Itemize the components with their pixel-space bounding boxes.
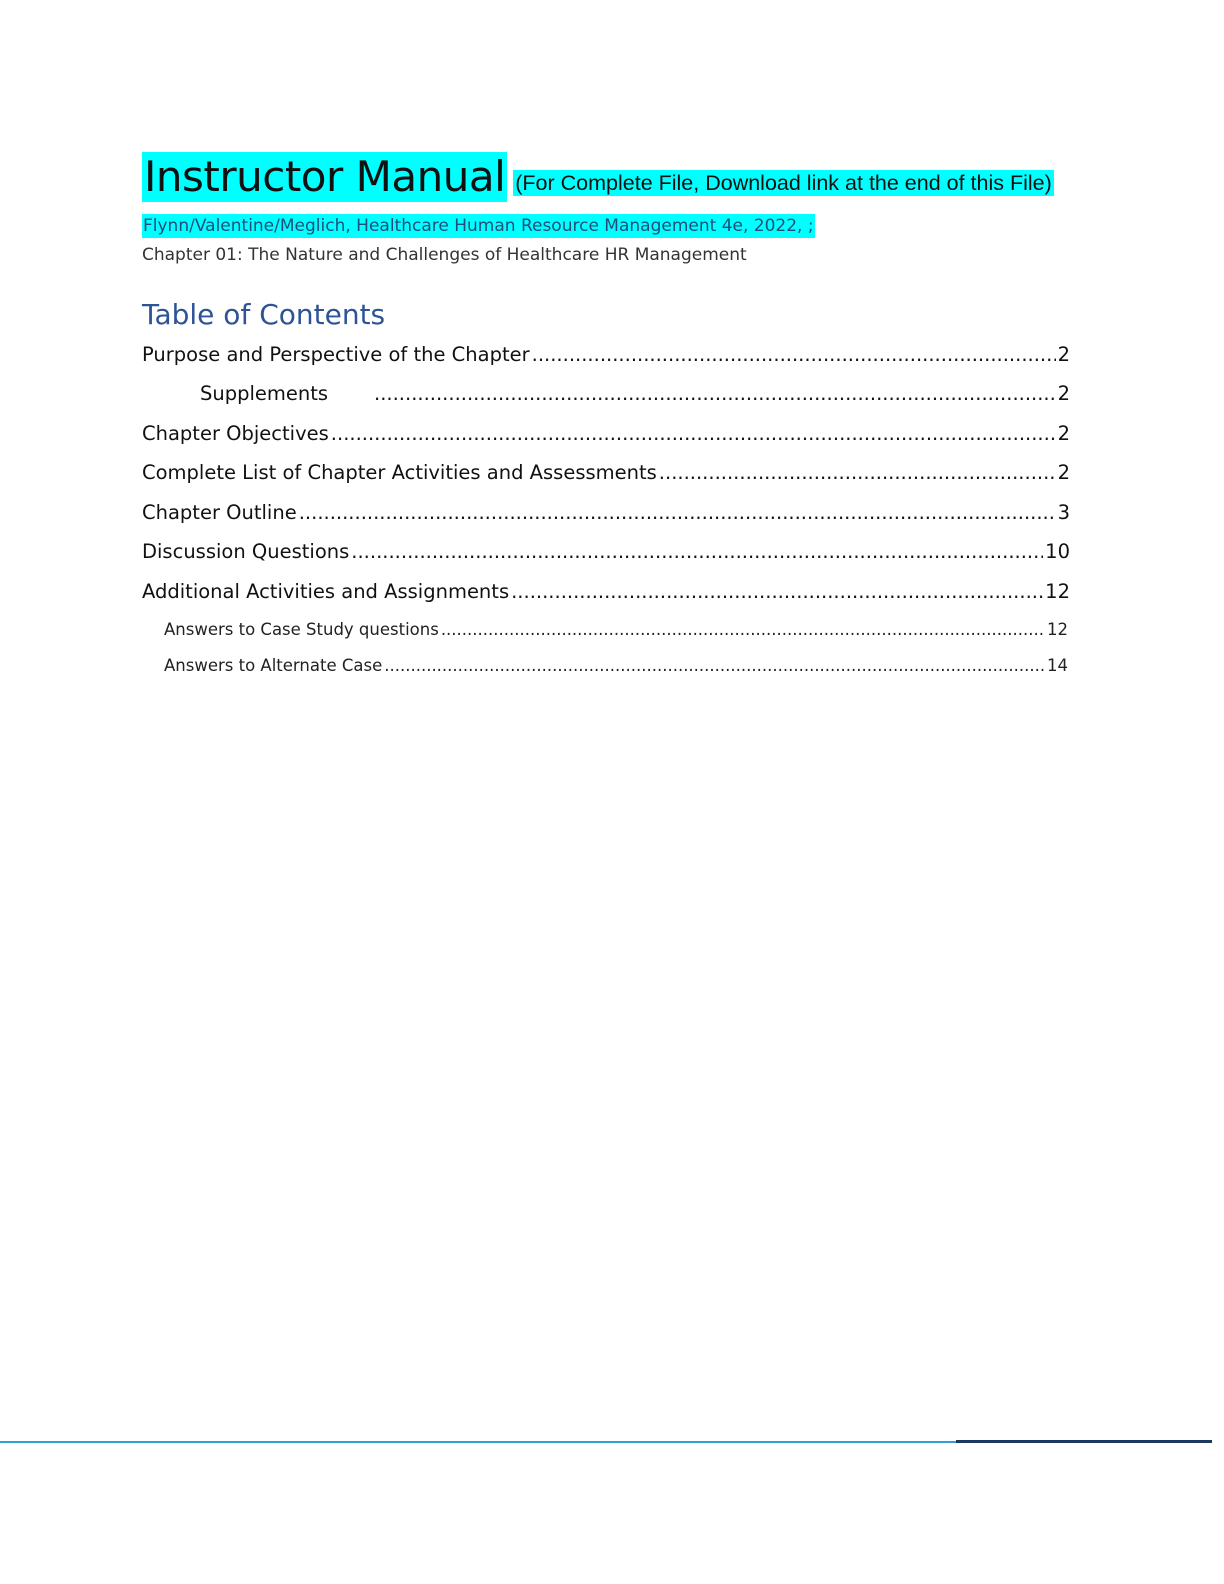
toc-dot-leader bbox=[384, 654, 1045, 678]
toc-dot-leader bbox=[441, 618, 1045, 642]
toc-entry-label: Chapter Outline bbox=[142, 501, 297, 524]
download-note: (For Complete File, Download link at the end of this File) bbox=[515, 171, 1052, 195]
toc-page-number: 12 bbox=[1047, 620, 1068, 639]
toc-dot-leader bbox=[299, 499, 1056, 527]
toc-page-number: 2 bbox=[1057, 343, 1070, 366]
toc-dot-leader bbox=[659, 459, 1056, 487]
book-citation: Flynn/Valentine/Meglich, Healthcare Human Resource Management 4e, 2022, ; bbox=[143, 216, 814, 236]
toc-page-number: 3 bbox=[1057, 501, 1070, 524]
toc-page-number: 14 bbox=[1047, 656, 1068, 675]
toc-entry-label: Discussion Questions bbox=[142, 540, 350, 563]
toc-page-number: 2 bbox=[1057, 422, 1070, 445]
document-title: Instructor Manual bbox=[144, 152, 506, 201]
toc-entry-objectives[interactable] bbox=[142, 420, 1070, 448]
toc-entry-supplements[interactable] bbox=[200, 380, 1070, 408]
toc-dot-leader bbox=[374, 380, 1056, 408]
title-line bbox=[142, 152, 1054, 202]
toc-page-number: 2 bbox=[1057, 382, 1070, 405]
toc-entry-activities-list[interactable] bbox=[142, 459, 1070, 487]
toc-entry-label: Chapter Objectives bbox=[142, 422, 329, 445]
toc-entry-case-study[interactable] bbox=[164, 618, 1068, 642]
toc-entry-label: Complete List of Chapter Activities and Assessments bbox=[142, 461, 657, 484]
footer-rule-accent bbox=[956, 1440, 1212, 1443]
toc-page-number: 12 bbox=[1045, 580, 1070, 603]
toc-entry-label: Answers to Alternate Case bbox=[164, 656, 383, 675]
toc-page-number: 2 bbox=[1057, 461, 1070, 484]
toc-dot-leader bbox=[532, 341, 1056, 369]
toc-entry-discussion[interactable] bbox=[142, 538, 1070, 566]
toc-dot-leader bbox=[351, 538, 1043, 566]
toc-heading: Table of Contents bbox=[142, 298, 386, 331]
toc-dot-leader bbox=[511, 578, 1043, 606]
chapter-title: Chapter 01: The Nature and Challenges of Healthcare HR Management bbox=[142, 245, 747, 265]
toc-entry-label: Answers to Case Study questions bbox=[164, 620, 439, 639]
footer-rule bbox=[0, 1441, 956, 1443]
toc-entry-purpose[interactable] bbox=[142, 341, 1070, 369]
toc-entry-label: Purpose and Perspective of the Chapter bbox=[142, 343, 530, 366]
toc-entry-alternate-case[interactable] bbox=[164, 654, 1068, 678]
toc-page-number: 10 bbox=[1045, 540, 1070, 563]
toc-entry-additional[interactable] bbox=[142, 578, 1070, 606]
toc-entry-label: Supplements bbox=[200, 382, 329, 405]
toc-entry-label: Additional Activities and Assignments bbox=[142, 580, 510, 603]
toc-dot-leader bbox=[331, 420, 1056, 448]
toc-entry-outline[interactable] bbox=[142, 499, 1070, 527]
